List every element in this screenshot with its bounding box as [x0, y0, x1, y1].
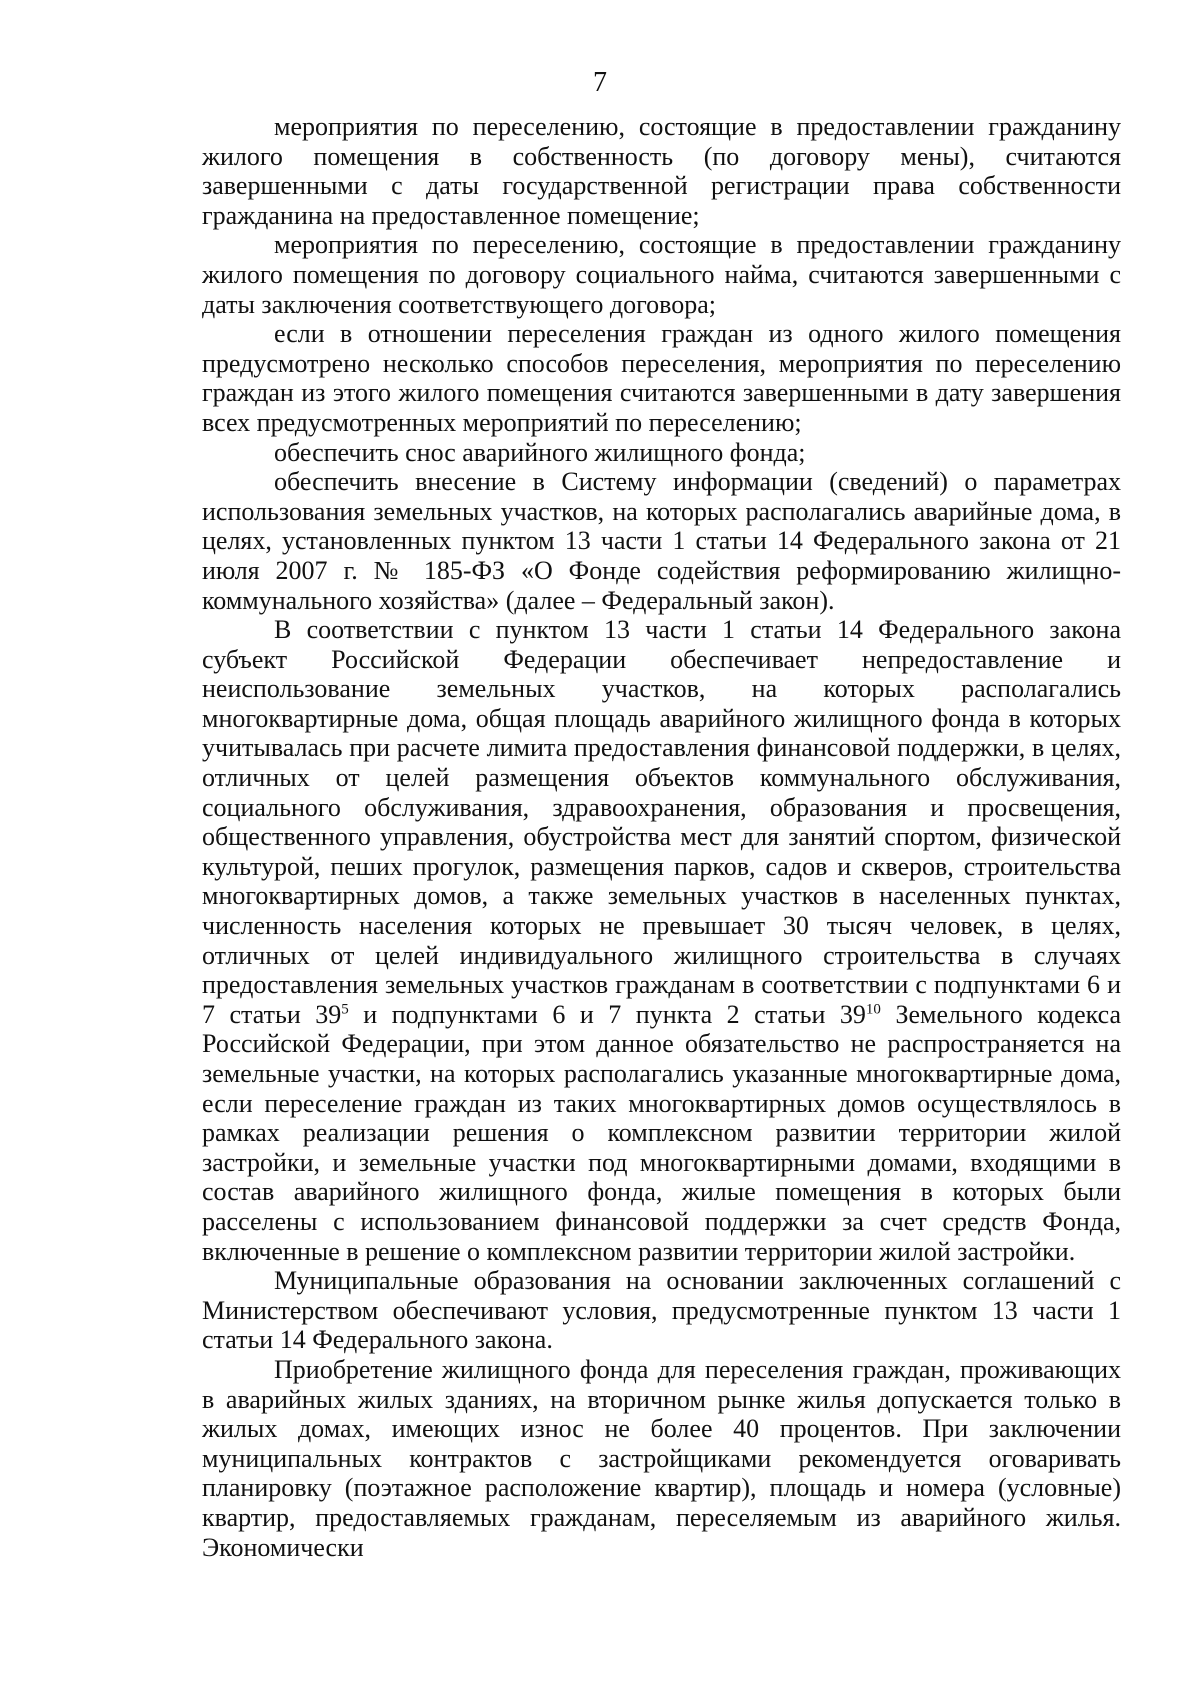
superscript: 10	[865, 1001, 881, 1018]
paragraph-demolition: обеспечить снос аварийного жилищного фонда;	[274, 437, 806, 467]
paragraph-municipal-agreements: Муниципальные образования на основании заключенных соглашений с Министерством обеспечивают условия, предусмотренные пунктом 13 части 1 статьи 14 Федерального закона.	[202, 1266, 1121, 1355]
paragraph-secondary-market: Приобретение жилищного фонда для переселения граждан, проживающих в аварийных жилых зданиях, на вторичном рынке жилья допускается только в жилых домах, имеющих износ не более 40 процентов. При заключении муниципальных контрактов с застройщиками рекомендуется оговаривать планировку (поэтажное расположение квартир), площадь и номера (условные) квартир, предоставляемых гражданам, переселяемым из аварийного жилья. Экономически	[202, 1354, 1121, 1562]
paragraph-system-information: обеспечить внесение в Систему информации (сведений) о параметрах использования земельных участков, на которых располагались аварийные дома, в целях, установленных пунктом 13 части 1 статьи 14 Федерального закона от 21 июля 2007 г. № 185-ФЗ «О Фонде содействия реформированию жилищно-коммунального хозяйства» (далее – Федеральный закон).	[202, 467, 1121, 615]
paragraph-text-part: В соответствии с пунктом 13 части 1 статьи 14 Федерального закона субъект Российской Федерации обеспечивает непредоставление и неиспользование земельных участков, на которых располагались многоквартирные дома, общая площадь аварийного жилищного фонда в которых учитывалась при расчете лимита предоставления финансовой поддержки, в целях, отличных от целей размещения объектов коммунального обслуживания, социального обслуживания, здравоохранения, образования и просвещения, общественного управления, обустройства мест для занятий спортом, физической культурой, пеших прогулок, размещения парков, садов и скверов, строительства многоквартирных домов, а также земельных участков в населенных пунктах, численность населения которых не превышает 30 тысяч человек, в целях, отличных от целей индивидуального жилищного строительства в случаях предоставления земельных участков гражданам в соответствии с подпунктами 6 и 7 статьи 39	[202, 615, 1121, 1029]
page-number: 7	[593, 67, 607, 98]
superscript: 5	[341, 1001, 349, 1018]
paragraph-text-part: Земельного кодекса Российской Федерации, при этом данное обязательство не распространяется на земельные участки, на которых располагались указанные многоквартирные дома, если переселение граждан из таких многоквартирных домов осуществлялось в рамках реализации решения о комплексном развитии территории жилой застройки, и земельные участки под многоквартирными домами, входящими в состав аварийного жилищного фонда, жилые помещения в которых были расселены с использованием финансовой поддержки за счет средств Фонда, включенные в решение о комплексном развитии территории жилой застройки.	[202, 999, 1121, 1266]
paragraph-ownership-resettlement: мероприятия по переселению, состоящие в предоставлении гражданину жилого помещения в собственность (по договору мены), считаются завершенными с даты государственной регистрации права собственности гражданина на предоставленное помещение;	[202, 112, 1121, 230]
paragraph-land-use-obligation	[202, 615, 1121, 1266]
paragraph-text-part: и подпунктами 6 и 7 пункта 2 статьи 39	[348, 999, 866, 1029]
document-body	[202, 112, 1121, 1562]
paragraph-social-rent-resettlement: мероприятия по переселению, состоящие в предоставлении гражданину жилого помещения по договору социального найма, считаются завершенными с даты заключения соответствующего договора;	[202, 230, 1121, 319]
paragraph-multiple-methods: если в отношении переселения граждан из одного жилого помещения предусмотрено несколько способов переселения, мероприятия по переселению граждан из этого жилого помещения считаются завершенными в дату завершения всех предусмотренных мероприятий по переселению;	[202, 319, 1121, 437]
